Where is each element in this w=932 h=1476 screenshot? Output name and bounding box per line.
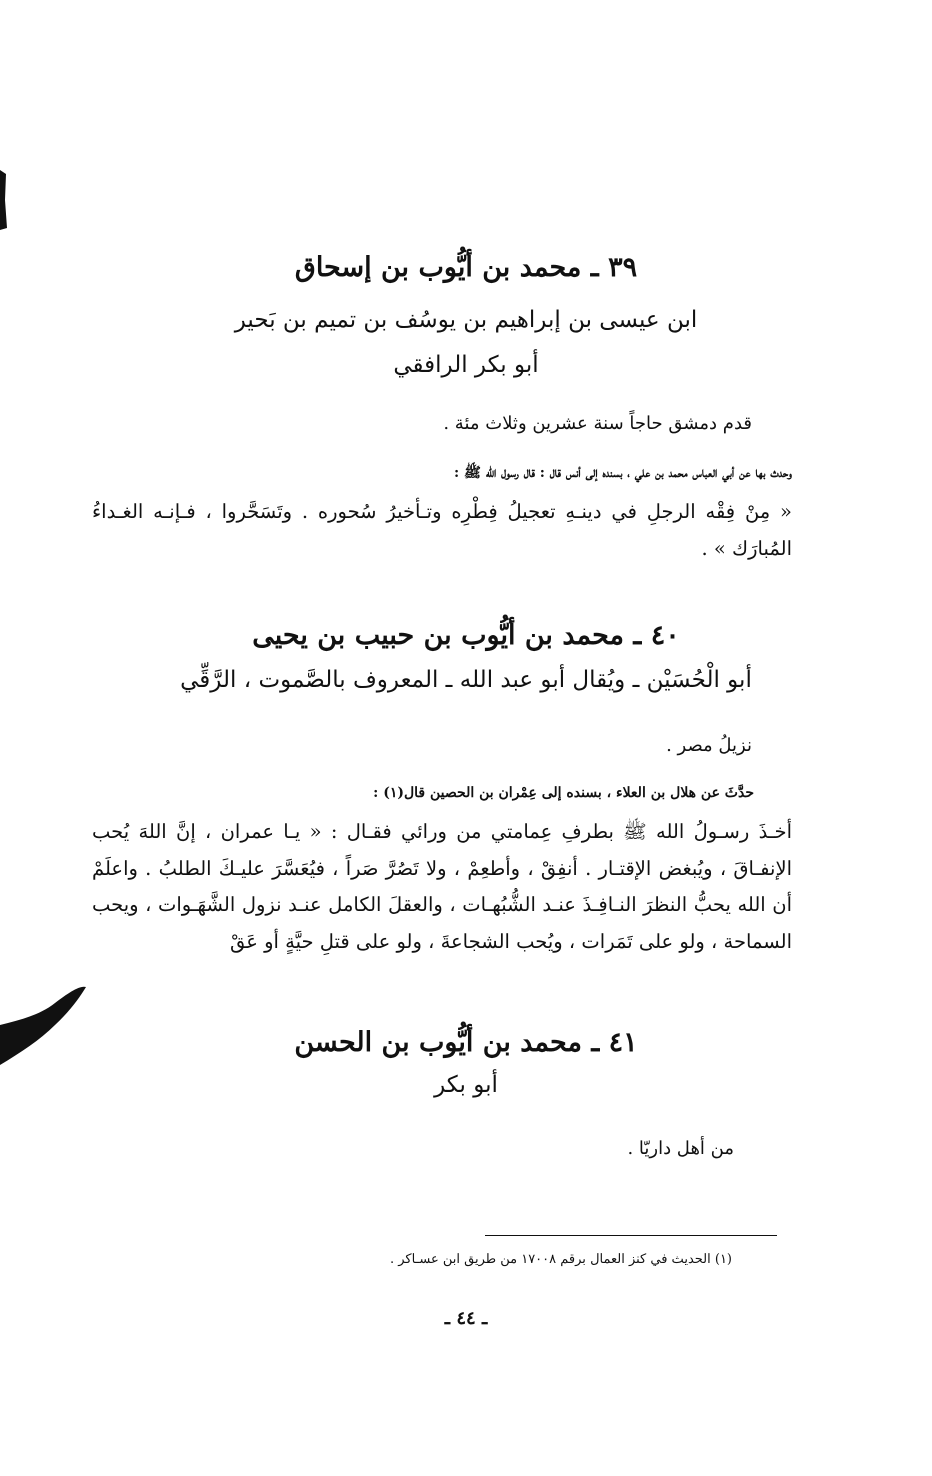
entry-41-intro: من أهل داريّا . xyxy=(627,1138,734,1159)
entry-39-heading: ٣٩ ـ محمد بن أيُّوب بن إسحاق xyxy=(294,252,638,283)
entry-41-heading: ٤١ ـ محمد بن أيُّوب بن الحسن xyxy=(294,1027,638,1058)
page-number: ـ ٤٤ ـ xyxy=(444,1308,488,1329)
entry-39-lineage: ابن عيسى بن إبراهيم بن يوسُف بن تميم بن بَحير xyxy=(234,307,698,333)
entry-39-kunya: أبو بكر الرافقي xyxy=(393,352,539,378)
hadith-line: أن الله يحبُّ النظرَ النـافِـذَ عنـد الشُّبُهـات ، والعقلَ الكامل عنـد نزول الشَّهَـوات ، ويحب xyxy=(92,893,792,916)
entry-40-isnad: حدَّثَ عن هلال بن العلاء ، بسنده إلى عِمْران بن الحصين قال(١) : xyxy=(373,785,754,801)
hadith-line: المُبارَك » . xyxy=(701,536,792,560)
hadith-line: « مِنْ فِقْه الرجلِ في دينـهِ تعجيلُ فِطْرِه وتـأخيرُ سُحوره . وتَسَحَّروا ، فـإنـه الغـداءُ xyxy=(92,500,792,523)
entry-39-intro: قدم دمشق حاجاً سنة عشرين وثلاث مئة . xyxy=(443,413,752,434)
entry-40-hadith xyxy=(92,814,792,960)
scan-edge-mark-top xyxy=(0,170,10,230)
hadith-line: السماحة ، ولو على تَمَرات ، ويُحب الشجاعةَ ، ولو على قتلِ حيَّةٍ أو عَقْ xyxy=(230,929,792,953)
hadith-line: الإنفـاقَ ، ويُبغض الإقتـار . أنفِقْ ، وأطعِمْ ، ولا تَصُرَّ صَراً ، فيُعَسَّرَ عليـكَ الطلبُ . واعلَمْ xyxy=(92,856,792,880)
entry-39-isnad: وحدث بها عن أبي العباس محمد بن علي ، بسنده إلى أنس قال : قال رسول الله ﷺ : xyxy=(453,465,792,481)
footnote: (١) الحديث في كنز العمال برقم ١٧٠٠٨ من طريق ابن عسـاكر . xyxy=(389,1252,732,1267)
hadith-line: أخـذَ رسـولُ الله ﷺ بطرفِ عِمامتي من ورائي فقـال : « يـا عمران ، إنَّ اللهَ يُحب xyxy=(92,820,792,843)
entry-41-kunya: أبو بكر xyxy=(434,1072,498,1098)
entry-40-heading: ٤٠ ـ محمد بن أيُّوب بن حبيب بن يحيى xyxy=(252,620,680,651)
footnote-divider xyxy=(485,1235,777,1236)
entry-40-lineage: أبو الْحُسَيْن ـ ويُقال أبو عبد الله ـ المعروف بالصَّموت ، الرَّقِّي xyxy=(180,667,752,693)
entry-39-hadith xyxy=(92,494,792,567)
entry-40-intro: نزيلُ مصر . xyxy=(666,735,752,756)
